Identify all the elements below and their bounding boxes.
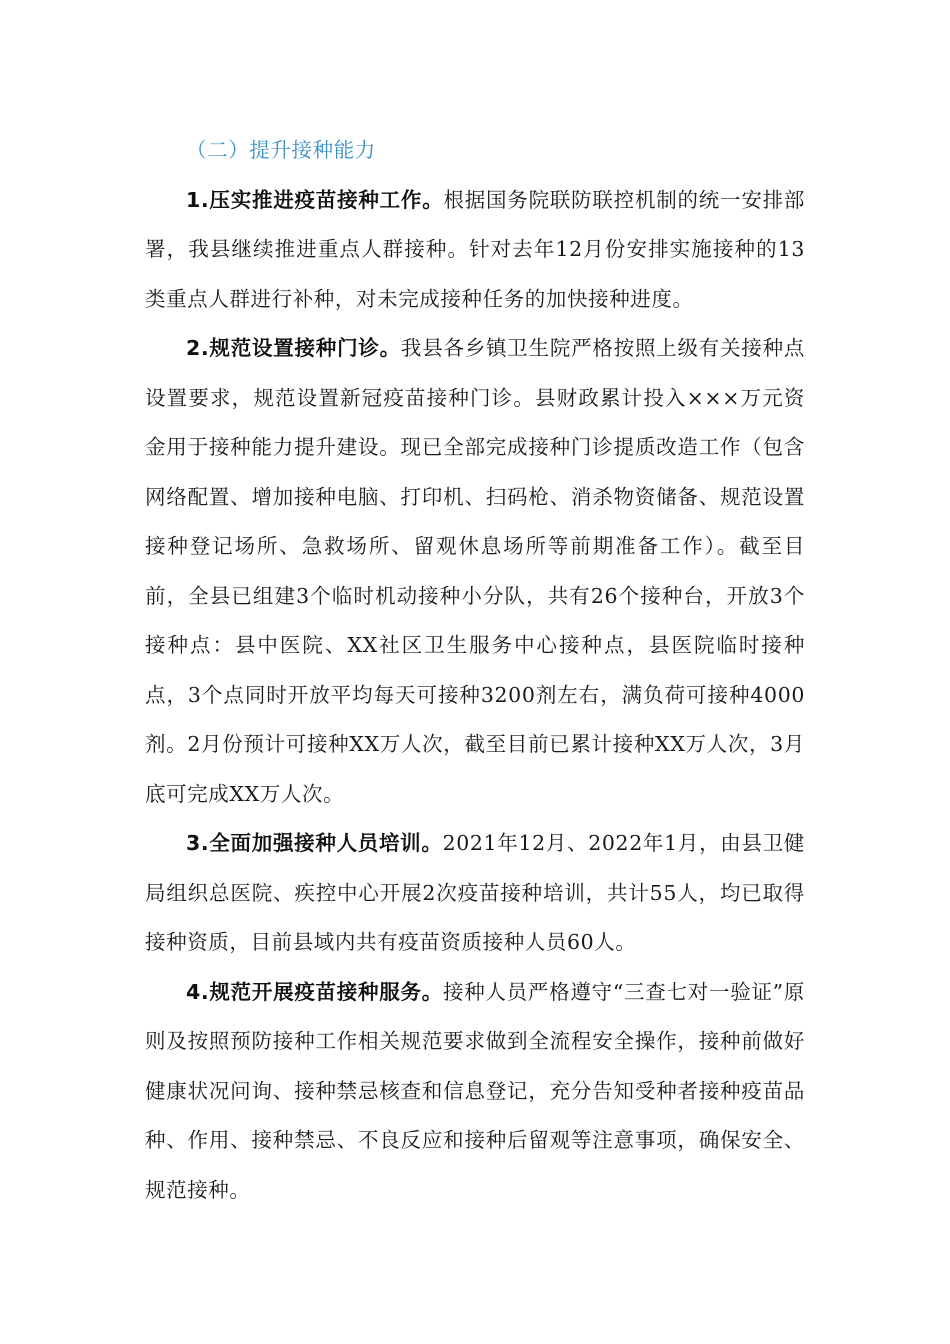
paragraph-2-body: 我县各乡镇卫生院严格按照上级有关接种点设置要求，规范设置新冠疫苗接种门诊。县财政累计投入×××万元资金用于接种能力提升建设。现已全部完成接种门诊提质改造工作（包含网络配置、增加接种电脑、打印机、扫码枪、消杀物资储备、规范设置接种登记场所、急救场所、留观休息场所等前期准备工作）。截至目前，全县已组建3个临时机动接种小分队，共有26个接种台，开放3个接种点：县中医院、XX社区卫生服务中心接种点，县医院临时接种点，3个点同时开放平均每天可接种3200剂左右，满负荷可接种4000剂。2月份预计可接种XX万人次，截至目前已累计接种XX万人次，3月底可完成XX万人次。: [145, 336, 805, 806]
section-heading: （二）提升接种能力: [186, 138, 376, 162]
paragraph-2-lead: 2.规范设置接种门诊。: [186, 336, 401, 360]
paragraph-3-body: 2021年12月、2022年1月，由县卫健局组织总医院、疾控中心开展2次疫苗接种培训，共计55人，均已取得接种资质，目前县域内共有疫苗资质接种人员60人。: [145, 831, 805, 954]
document-body: [145, 126, 805, 1215]
paragraph-1: [145, 176, 805, 325]
paragraph-4-body: 接种人员严格遵守“三查七对一验证”原则及按照预防接种工作相关规范要求做到全流程安全操作，接种前做好健康状况问询、接种禁忌核查和信息登记，充分告知受种者接种疫苗品种、作用、接种禁忌、不良反应和接种后留观等注意事项，确保安全、规范接种。: [145, 979, 805, 1202]
paragraph-4-lead: 4.规范开展疫苗接种服务。: [186, 979, 443, 1004]
paragraph-3-lead: 3.全面加强接种人员培训。: [186, 831, 443, 855]
paragraph-3: [145, 819, 805, 968]
paragraph-4: [145, 968, 805, 1216]
paragraph-1-lead: 1.压实推进疫苗接种工作。: [186, 187, 444, 212]
paragraph-1-body: 根据国务院联防联控机制的统一安排部署，我县继续推进重点人群接种。针对去年12月份安排实施接种的13类重点人群进行补种，对未完成接种任务的加快接种进度。: [145, 187, 805, 311]
paragraph-2: [145, 324, 805, 819]
